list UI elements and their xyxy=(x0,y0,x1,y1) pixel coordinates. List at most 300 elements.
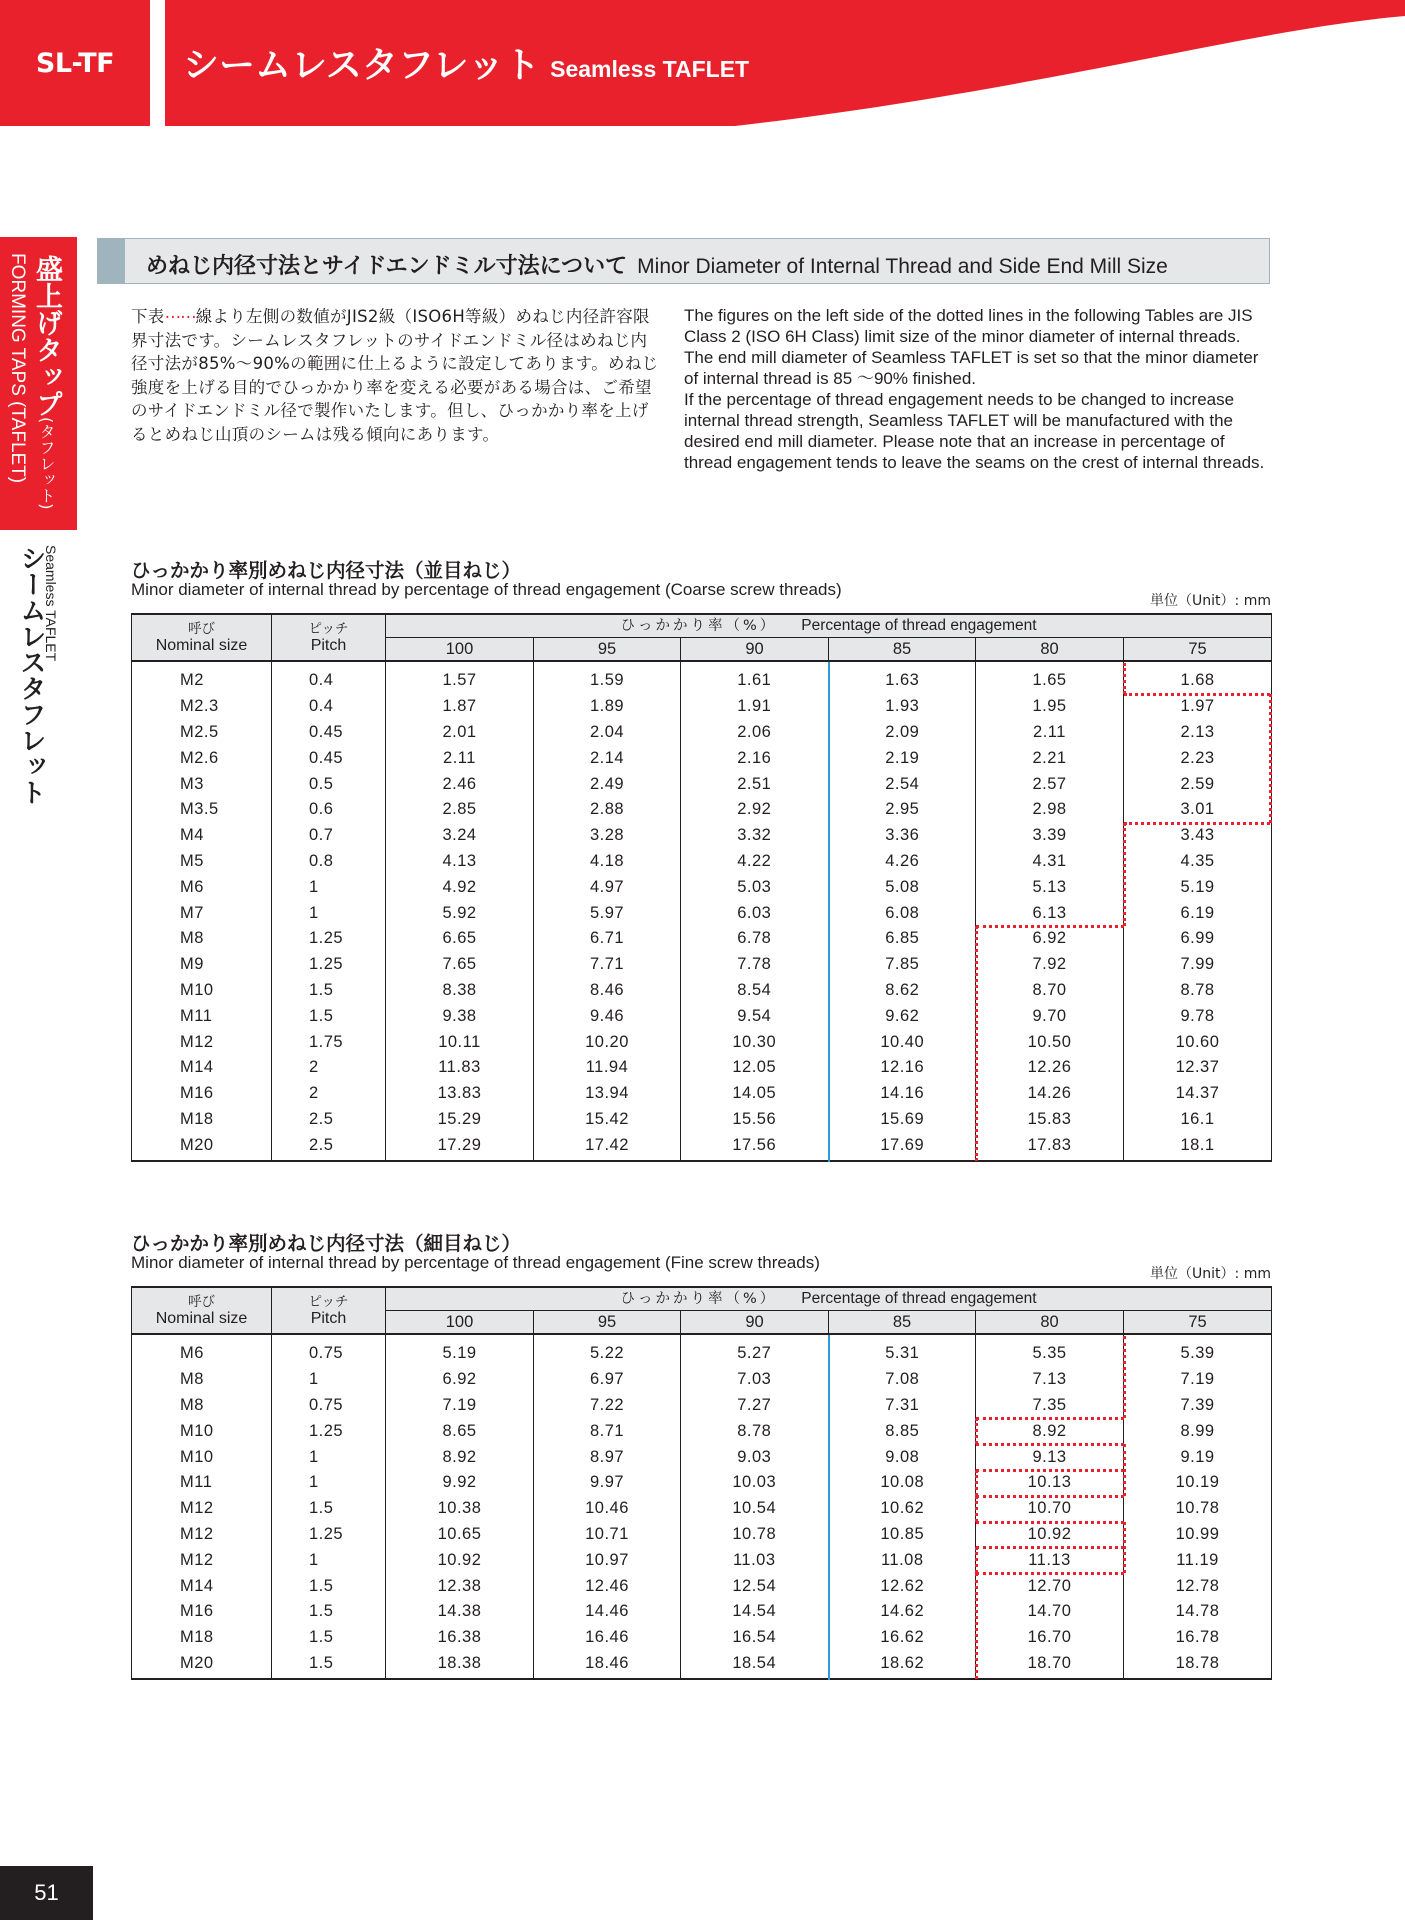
diameter-cell: 7.08 xyxy=(829,1367,976,1393)
table-row xyxy=(132,849,1272,875)
diameter-cell: 12.37 xyxy=(1175,1058,1220,1077)
diameter-cell: 7.99 xyxy=(1180,955,1215,974)
diameter-cell: 2.06 xyxy=(681,720,829,746)
diameter-cell: 8.85 xyxy=(829,1418,976,1444)
percent-header-1: 95 xyxy=(534,638,681,662)
engagement-header: ひっかかり率（%） Percentage of thread engagement xyxy=(386,614,1272,638)
diameter-cell: 6.78 xyxy=(681,926,829,952)
diameter-cell: 10.92 xyxy=(386,1547,534,1573)
diameter-cell: 13.83 xyxy=(386,1081,534,1107)
diameter-cell: 7.78 xyxy=(681,952,829,978)
pitch-cell: 1.5 xyxy=(272,1573,386,1599)
pitch-cell: 2.5 xyxy=(272,1107,386,1133)
percent-header-0: 100 xyxy=(386,1311,534,1335)
diameter-cell: 10.03 xyxy=(681,1470,829,1496)
nominal-size-cell: M8 xyxy=(132,1393,272,1419)
diameter-cell: 10.60 xyxy=(1175,1032,1220,1051)
table-row xyxy=(132,1367,1272,1393)
tolerance-dotted-segment xyxy=(1269,694,1272,823)
table-row xyxy=(132,1496,1272,1522)
diameter-cell: 6.85 xyxy=(829,926,976,952)
diameter-cell: 18.54 xyxy=(681,1651,829,1680)
diameter-cell: 17.56 xyxy=(681,1132,829,1161)
diameter-cell: 8.65 xyxy=(386,1418,534,1444)
diameter-cell: 3.01 xyxy=(1180,800,1215,819)
nominal-size-cell: M14 xyxy=(132,1573,272,1599)
nominal-size-cell: M2 xyxy=(132,661,272,694)
diameter-cell: 2.88 xyxy=(534,797,681,823)
tolerance-dotted-segment xyxy=(975,1573,978,1679)
pitch-cell: 1.5 xyxy=(272,1003,386,1029)
diameter-cell: 14.78 xyxy=(1175,1602,1220,1621)
diameter-cell: 10.97 xyxy=(534,1547,681,1573)
table-row xyxy=(132,1625,1272,1651)
diameter-cell: 5.19 xyxy=(1180,877,1215,896)
nominal-size-cell: M12 xyxy=(132,1522,272,1548)
diameter-cell: 16.54 xyxy=(681,1625,829,1651)
diameter-cell: 9.38 xyxy=(386,1003,534,1029)
diameter-cell: 18.46 xyxy=(534,1651,681,1680)
diameter-cell: 9.62 xyxy=(829,1003,976,1029)
diameter-cell: 15.69 xyxy=(829,1107,976,1133)
pitch-cell: 1.25 xyxy=(272,952,386,978)
tolerance-dotted-segment xyxy=(975,1470,978,1496)
diameter-cell: 7.65 xyxy=(386,952,534,978)
fine-thread-table xyxy=(131,1286,1272,1680)
diameter-cell: 18.38 xyxy=(386,1651,534,1680)
diameter-cell: 4.13 xyxy=(386,849,534,875)
diameter-cell: 8.99 xyxy=(1180,1421,1215,1440)
diameter-cell: 1.57 xyxy=(386,661,534,694)
nominal-size-cell: M7 xyxy=(132,900,272,926)
side-category-jp: 盛上げタップ(タフレット) xyxy=(31,255,62,510)
diameter-cell: 10.54 xyxy=(681,1496,829,1522)
coarse-thread-table xyxy=(131,613,1272,1162)
diameter-cell: 10.20 xyxy=(534,1029,681,1055)
percent-header-5: 75 xyxy=(1124,638,1272,662)
fine-table-title-jp: ひっかかり率別めねじ内径寸法（細目ねじ） xyxy=(131,1232,522,1255)
diameter-cell: 7.27 xyxy=(681,1393,829,1419)
pitch-cell: 0.75 xyxy=(272,1393,386,1419)
diameter-cell: 6.92 xyxy=(386,1367,534,1393)
nominal-size-header: 呼び Nominal size xyxy=(132,614,272,661)
diameter-cell: 3.43 xyxy=(1180,826,1215,845)
diameter-cell: 7.92 xyxy=(976,952,1124,978)
diameter-cell: 10.38 xyxy=(386,1496,534,1522)
diameter-cell: 15.29 xyxy=(386,1107,534,1133)
diameter-cell: 4.18 xyxy=(534,849,681,875)
diameter-cell: 9.46 xyxy=(534,1003,681,1029)
nominal-size-cell: M2.5 xyxy=(132,720,272,746)
percent-header-3: 85 xyxy=(829,1311,976,1335)
table-row xyxy=(132,661,1272,694)
diameter-cell: 10.78 xyxy=(1175,1499,1220,1518)
table-row xyxy=(132,745,1272,771)
tolerance-dotted-segment xyxy=(976,1521,1124,1524)
pitch-cell: 1 xyxy=(272,1444,386,1470)
diameter-cell: 6.19 xyxy=(1180,903,1215,922)
table-row xyxy=(132,1081,1272,1107)
nominal-size-cell: M18 xyxy=(132,1107,272,1133)
diameter-cell: 2.98 xyxy=(976,797,1124,823)
diameter-cell: 7.22 xyxy=(534,1393,681,1419)
nominal-size-cell: M12 xyxy=(132,1547,272,1573)
coarse-table-title-en: Minor diameter of internal thread by percentage of thread engagement (Coarse screw threads) xyxy=(131,580,842,599)
pitch-cell: 1.5 xyxy=(272,1599,386,1625)
diameter-cell: 2.11 xyxy=(386,745,534,771)
tolerance-dotted-segment xyxy=(976,1469,1124,1472)
nominal-size-cell: M3.5 xyxy=(132,797,272,823)
percent-header-1: 95 xyxy=(534,1311,681,1335)
diameter-cell: 2.57 xyxy=(976,771,1124,797)
percent-header-5: 75 xyxy=(1124,1311,1272,1335)
pitch-cell: 0.4 xyxy=(272,661,386,694)
diameter-cell: 12.54 xyxy=(681,1573,829,1599)
diameter-cell: 2.92 xyxy=(681,797,829,823)
diameter-cell: 10.30 xyxy=(681,1029,829,1055)
diameter-cell: 2.04 xyxy=(534,720,681,746)
pitch-cell: 0.6 xyxy=(272,797,386,823)
diameter-cell: 11.08 xyxy=(829,1547,976,1573)
diameter-cell: 7.85 xyxy=(829,952,976,978)
nominal-size-cell: M2.3 xyxy=(132,694,272,720)
diameter-cell: 6.03 xyxy=(681,900,829,926)
pitch-header: ピッチ Pitch xyxy=(272,1287,386,1334)
percent-header-2: 90 xyxy=(681,638,829,662)
diameter-cell: 1.93 xyxy=(829,694,976,720)
diameter-cell: 1.59 xyxy=(534,661,681,694)
diameter-cell: 4.31 xyxy=(976,849,1124,875)
diameter-cell: 10.46 xyxy=(534,1496,681,1522)
diameter-cell: 5.31 xyxy=(829,1334,976,1367)
pitch-cell: 1 xyxy=(272,1367,386,1393)
diameter-cell: 8.92 xyxy=(976,1418,1124,1444)
diameter-cell: 17.83 xyxy=(976,1132,1124,1161)
diameter-cell: 14.26 xyxy=(976,1081,1124,1107)
diameter-cell: 10.11 xyxy=(386,1029,534,1055)
diameter-cell: 14.38 xyxy=(386,1599,534,1625)
diameter-cell: 3.28 xyxy=(534,823,681,849)
diameter-cell: 7.31 xyxy=(829,1393,976,1419)
diameter-cell: 3.39 xyxy=(976,823,1124,849)
page-title-jp: シームレスタフレット xyxy=(183,45,541,86)
tolerance-dotted-segment xyxy=(975,926,978,1161)
diameter-cell: 9.08 xyxy=(829,1444,976,1470)
percent-header-4: 80 xyxy=(976,1311,1124,1335)
diameter-cell: 10.65 xyxy=(386,1522,534,1548)
diameter-cell: 8.38 xyxy=(386,978,534,1004)
diameter-cell: 12.70 xyxy=(976,1573,1124,1599)
pitch-cell: 0.7 xyxy=(272,823,386,849)
nominal-size-cell: M3 xyxy=(132,771,272,797)
diameter-cell: 2.11 xyxy=(976,720,1124,746)
diameter-cell: 10.19 xyxy=(1175,1473,1220,1492)
nominal-size-cell: M8 xyxy=(132,1367,272,1393)
diameter-cell: 7.03 xyxy=(681,1367,829,1393)
diameter-cell: 3.24 xyxy=(386,823,534,849)
table-row xyxy=(132,1444,1272,1470)
nominal-size-cell: M5 xyxy=(132,849,272,875)
pitch-cell: 1.5 xyxy=(272,1651,386,1680)
diameter-cell: 5.97 xyxy=(534,900,681,926)
tolerance-dotted-segment xyxy=(975,1496,978,1522)
diameter-cell: 14.46 xyxy=(534,1599,681,1625)
table-row xyxy=(132,1599,1272,1625)
table-row xyxy=(132,1418,1272,1444)
pitch-cell: 1.5 xyxy=(272,1496,386,1522)
pitch-cell: 0.45 xyxy=(272,745,386,771)
table-row xyxy=(132,1573,1272,1599)
diameter-cell: 8.70 xyxy=(976,978,1124,1004)
table-row xyxy=(132,1334,1272,1367)
diameter-cell: 14.54 xyxy=(681,1599,829,1625)
diameter-cell: 7.71 xyxy=(534,952,681,978)
page-title-en: Seamless TAFLET xyxy=(550,56,750,82)
intro-en xyxy=(684,305,1274,473)
diameter-cell: 10.71 xyxy=(534,1522,681,1548)
diameter-cell: 14.05 xyxy=(681,1081,829,1107)
table-row xyxy=(132,1107,1272,1133)
nominal-size-cell: M20 xyxy=(132,1132,272,1161)
diameter-cell: 6.65 xyxy=(386,926,534,952)
diameter-cell: 6.99 xyxy=(1180,929,1215,948)
diameter-cell: 6.13 xyxy=(976,900,1124,926)
table-row xyxy=(132,978,1272,1004)
diameter-cell: 15.42 xyxy=(534,1107,681,1133)
diameter-cell: 11.03 xyxy=(681,1547,829,1573)
nominal-size-cell: M14 xyxy=(132,1055,272,1081)
tolerance-dotted-segment xyxy=(976,1572,1124,1575)
pitch-cell: 1.25 xyxy=(272,1418,386,1444)
diameter-cell: 2.23 xyxy=(1180,748,1215,767)
diameter-cell: 1.89 xyxy=(534,694,681,720)
diameter-cell: 9.54 xyxy=(681,1003,829,1029)
table-row xyxy=(132,771,1272,797)
tolerance-dotted-segment xyxy=(1124,693,1270,696)
diameter-cell: 18.78 xyxy=(1175,1653,1220,1672)
diameter-cell: 2.46 xyxy=(386,771,534,797)
percent-header-2: 90 xyxy=(681,1311,829,1335)
coarse-unit: 単位（Unit）: mm xyxy=(1150,593,1271,609)
diameter-cell: 4.22 xyxy=(681,849,829,875)
diameter-cell: 1.61 xyxy=(681,661,829,694)
intro-jp: 下表⋯⋯線より左側の数値がJIS2級（ISO6H等級）めねじ内径許容限界寸法です。シームレスタフレットのサイドエンドミル径はめねじ内径寸法が85%～90%の範囲に仕上るように設定してあります。めねじ強度を上げる目的でひっかかり率を変える必要がある場合は、ご希望のサイドエンドミル径で製作いたします。但し、ひっかかり率を上げるとめねじ山頂のシームは残る傾向にあります。 xyxy=(131,307,659,444)
diameter-cell: 2.13 xyxy=(1180,722,1215,741)
diameter-cell: 10.85 xyxy=(829,1522,976,1548)
diameter-cell: 18.70 xyxy=(976,1651,1124,1680)
table-row xyxy=(132,1470,1272,1496)
pitch-cell: 2 xyxy=(272,1081,386,1107)
page-number: 51 xyxy=(0,1866,93,1920)
diameter-cell: 5.39 xyxy=(1180,1344,1215,1363)
diameter-cell: 5.35 xyxy=(976,1334,1124,1367)
diameter-cell: 14.70 xyxy=(976,1599,1124,1625)
pitch-cell: 1 xyxy=(272,900,386,926)
diameter-cell: 1.63 xyxy=(829,661,976,694)
nominal-size-cell: M11 xyxy=(132,1003,272,1029)
table-row xyxy=(132,952,1272,978)
diameter-cell: 12.26 xyxy=(976,1055,1124,1081)
diameter-cell: 17.29 xyxy=(386,1132,534,1161)
diameter-cell: 3.32 xyxy=(681,823,829,849)
diameter-cell: 9.92 xyxy=(386,1470,534,1496)
tolerance-dotted-segment xyxy=(1123,823,1126,926)
diameter-cell: 2.14 xyxy=(534,745,681,771)
pitch-cell: 1 xyxy=(272,874,386,900)
pitch-cell: 1.75 xyxy=(272,1029,386,1055)
diameter-cell: 11.94 xyxy=(534,1055,681,1081)
tolerance-dotted-segment xyxy=(976,1546,1124,1549)
diameter-cell: 6.97 xyxy=(534,1367,681,1393)
tolerance-dotted-segment xyxy=(1123,663,1126,694)
diameter-cell: 9.78 xyxy=(1180,1006,1215,1025)
pitch-cell: 1.25 xyxy=(272,926,386,952)
diameter-cell: 10.13 xyxy=(976,1470,1124,1496)
diameter-cell: 1.95 xyxy=(976,694,1124,720)
diameter-cell: 16.46 xyxy=(534,1625,681,1651)
table-row xyxy=(132,1029,1272,1055)
pitch-cell: 2.5 xyxy=(272,1132,386,1161)
tolerance-dotted-segment xyxy=(975,1547,978,1573)
coarse-table-title-jp: ひっかかり率別めねじ内径寸法（並目ねじ） xyxy=(131,559,522,582)
diameter-cell: 7.39 xyxy=(1180,1395,1215,1414)
diameter-cell: 4.26 xyxy=(829,849,976,875)
pitch-cell: 0.45 xyxy=(272,720,386,746)
table-row xyxy=(132,1003,1272,1029)
intro-en-p1: The figures on the left side of the dotted lines in the following Tables are JIS Class 2 (ISO 6H Class) limit size of the minor diameter of internal threads. The end mill diameter of Seamless TAFLET is set so that the minor diameter of internal thread is 85 ～90% finished. xyxy=(684,306,1259,388)
side-product-en: Seamless TAFLET xyxy=(43,545,59,662)
tolerance-dotted-segment xyxy=(1124,822,1270,825)
nominal-size-cell: M4 xyxy=(132,823,272,849)
intro-en-p2: If the percentage of thread engagement needs to be changed to increase internal thread strength, Seamless TAFLET will be manufactured with the desired end mill diameter. Please note that an increase in percentage of thread engagement tends to leave the seams on the crest of internal threads. xyxy=(684,390,1265,472)
nominal-size-cell: M12 xyxy=(132,1496,272,1522)
pitch-cell: 1.25 xyxy=(272,1522,386,1548)
diameter-cell: 4.97 xyxy=(534,874,681,900)
pitch-cell: 1 xyxy=(272,1470,386,1496)
side-category-tab xyxy=(0,237,77,530)
diameter-cell: 10.70 xyxy=(976,1496,1124,1522)
nominal-size-cell: M8 xyxy=(132,926,272,952)
tolerance-dotted-segment xyxy=(1123,1336,1126,1418)
diameter-cell: 2.49 xyxy=(534,771,681,797)
diameter-cell: 16.62 xyxy=(829,1625,976,1651)
percent-header-0: 100 xyxy=(386,638,534,662)
table-row xyxy=(132,900,1272,926)
diameter-cell: 10.08 xyxy=(829,1470,976,1496)
diameter-cell: 13.94 xyxy=(534,1081,681,1107)
nominal-size-cell: M10 xyxy=(132,1444,272,1470)
side-product-jp: シームレスタフレット xyxy=(16,545,46,805)
diameter-cell: 8.62 xyxy=(829,978,976,1004)
nominal-size-cell: M16 xyxy=(132,1599,272,1625)
diameter-cell: 2.59 xyxy=(1180,774,1215,793)
table-row xyxy=(132,1055,1272,1081)
diameter-cell: 8.78 xyxy=(1180,980,1215,999)
diameter-cell: 14.37 xyxy=(1175,1084,1220,1103)
table-row xyxy=(132,874,1272,900)
diameter-cell: 5.27 xyxy=(681,1334,829,1367)
fine-table-title-en: Minor diameter of internal thread by percentage of thread engagement (Fine screw threads) xyxy=(131,1253,820,1272)
diameter-cell: 17.69 xyxy=(829,1132,976,1161)
section-title-jp: めねじ内径寸法とサイドエンドミル寸法について xyxy=(146,254,628,279)
diameter-cell: 8.71 xyxy=(534,1418,681,1444)
table-row xyxy=(132,797,1272,823)
nominal-size-cell: M16 xyxy=(132,1081,272,1107)
diameter-cell: 7.35 xyxy=(976,1393,1124,1419)
diameter-cell: 1.68 xyxy=(1180,671,1215,690)
nominal-size-cell: M9 xyxy=(132,952,272,978)
table-row xyxy=(132,1393,1272,1419)
tolerance-dotted-segment xyxy=(976,1495,1124,1498)
diameter-cell: 14.16 xyxy=(829,1081,976,1107)
diameter-cell: 12.38 xyxy=(386,1573,534,1599)
nominal-size-cell: M2.6 xyxy=(132,745,272,771)
nominal-size-cell: M18 xyxy=(132,1625,272,1651)
pitch-cell: 0.75 xyxy=(272,1334,386,1367)
table-row xyxy=(132,720,1272,746)
diameter-cell: 6.08 xyxy=(829,900,976,926)
pitch-cell: 0.5 xyxy=(272,771,386,797)
pitch-cell: 0.4 xyxy=(272,694,386,720)
diameter-cell: 10.62 xyxy=(829,1496,976,1522)
pitch-cell: 1.5 xyxy=(272,978,386,1004)
table-row xyxy=(132,694,1272,720)
diameter-cell: 9.03 xyxy=(681,1444,829,1470)
nominal-size-cell: M6 xyxy=(132,1334,272,1367)
diameter-cell: 5.92 xyxy=(386,900,534,926)
diameter-cell: 1.65 xyxy=(976,661,1124,694)
diameter-cell: 2.51 xyxy=(681,771,829,797)
tolerance-dotted-segment xyxy=(976,925,1124,928)
diameter-cell: 4.35 xyxy=(1180,851,1215,870)
diameter-cell: 9.70 xyxy=(976,1003,1124,1029)
diameter-cell: 7.19 xyxy=(1180,1370,1215,1389)
table-row xyxy=(132,1651,1272,1680)
tolerance-dotted-segment xyxy=(976,1417,1124,1420)
diameter-cell: 2.54 xyxy=(829,771,976,797)
diameter-cell: 12.62 xyxy=(829,1573,976,1599)
tolerance-dotted-segment xyxy=(976,1443,1124,1446)
diameter-cell: 1.87 xyxy=(386,694,534,720)
diameter-cell: 2.95 xyxy=(829,797,976,823)
nominal-size-header: 呼び Nominal size xyxy=(132,1287,272,1334)
percent-header-3: 85 xyxy=(829,638,976,662)
section-heading-swatch xyxy=(98,239,125,283)
diameter-cell: 12.46 xyxy=(534,1573,681,1599)
diameter-cell: 1.97 xyxy=(1180,697,1215,716)
diameter-cell: 14.62 xyxy=(829,1599,976,1625)
diameter-cell: 5.13 xyxy=(976,874,1124,900)
table-row xyxy=(132,1132,1272,1161)
pitch-cell: 1 xyxy=(272,1547,386,1573)
diameter-cell: 2.01 xyxy=(386,720,534,746)
diameter-cell: 10.78 xyxy=(681,1522,829,1548)
diameter-cell: 6.71 xyxy=(534,926,681,952)
diameter-cell: 12.16 xyxy=(829,1055,976,1081)
section-heading xyxy=(97,238,1270,284)
diameter-cell: 18.62 xyxy=(829,1651,976,1680)
side-category-en: FORMING TAPS (TAFLET) xyxy=(7,253,28,484)
nominal-size-cell: M10 xyxy=(132,1418,272,1444)
diameter-cell: 8.78 xyxy=(681,1418,829,1444)
diameter-cell: 2.19 xyxy=(829,745,976,771)
dotted-line-sample: ⋯⋯ xyxy=(164,307,196,326)
nominal-size-cell: M6 xyxy=(132,874,272,900)
diameter-cell: 2.85 xyxy=(386,797,534,823)
diameter-cell: 8.97 xyxy=(534,1444,681,1470)
diameter-cell: 9.19 xyxy=(1180,1447,1215,1466)
pitch-cell: 0.8 xyxy=(272,849,386,875)
